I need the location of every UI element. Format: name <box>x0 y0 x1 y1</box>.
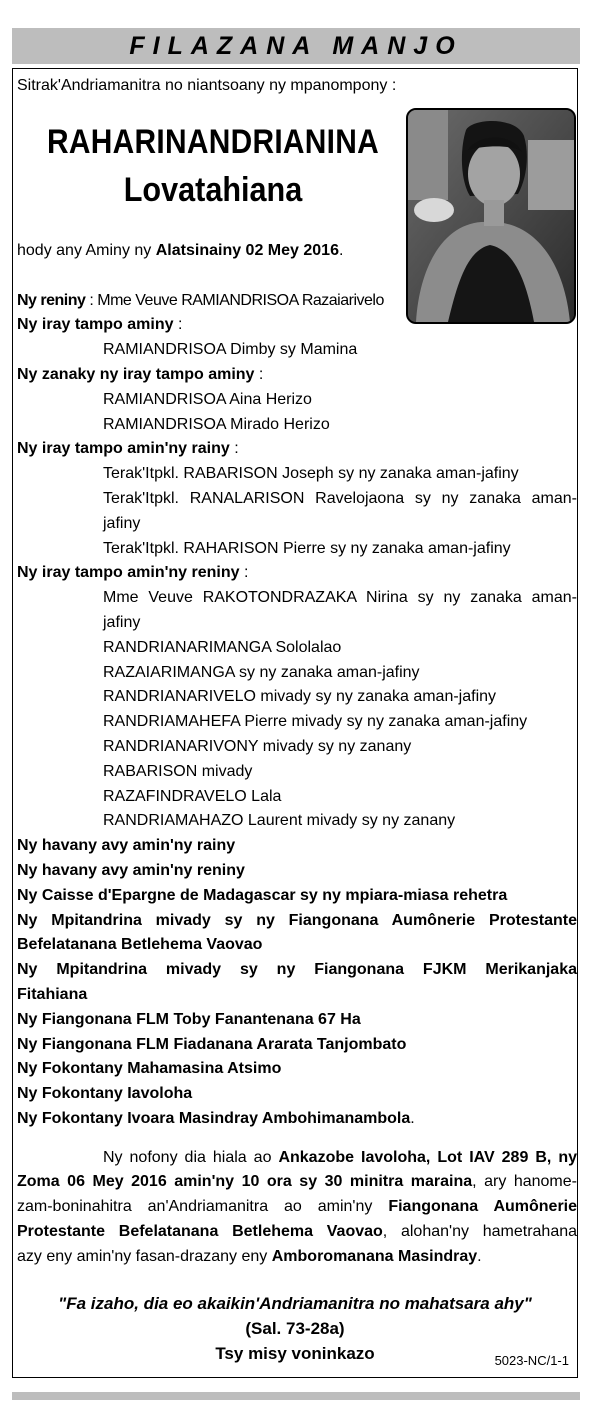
list-item: RANDRIANARIVONY mivady sy ny zanany <box>103 737 412 755</box>
funeral-line: azy eny amin'ny fasan-drazany eny Amboromanana Masindray. <box>17 1247 482 1265</box>
group-line: Befelatanana Betlehema Vaovao <box>17 936 263 954</box>
closing-block <box>13 1291 577 1366</box>
group-line: Ny Mpitandrina mivady sy ny Fiangonana Aumônerie Protestante <box>17 911 577 929</box>
obituary-frame <box>12 68 578 1378</box>
list-item: RANDRIANARIMANGA Sololalao <box>103 638 342 656</box>
deceased-surname: RAHARINANDRIANINA <box>47 123 379 161</box>
list-item: RABARISON mivady <box>103 762 253 780</box>
group-line: Ny Fokontany Iavoloha <box>17 1085 193 1103</box>
funeral-line: zam-boninahitra an'Andriamanitra ao amin'ny Fiangonana Aumônerie <box>17 1198 578 1216</box>
announcement-banner: FILAZANA MANJO <box>12 28 580 64</box>
deceased-given-name: Lovatahiana <box>123 171 303 209</box>
list-item: RAMIANDRISOA Aina Herizo <box>103 390 312 408</box>
list-item: Terak'Itpkl. RABARISON Joseph sy ny zanaka aman-jafiny <box>103 465 519 483</box>
funeral-line: Ny nofony dia hiala ao Ankazobe Iavoloha, Lot IAV 289 B, ny <box>103 1148 577 1166</box>
nephews-label: Ny zanaky ny iray tampo aminy <box>17 365 255 383</box>
group-line: Ny Fokontany Ivoara Masindray Ambohimanambola <box>17 1109 411 1127</box>
maternal-label: Ny iray tampo amin'ny reniny <box>17 564 240 582</box>
list-item: RANDRIAMAHAZO Laurent mivady sy ny zanany <box>103 812 456 830</box>
death-prefix: hody any Aminy ny <box>17 242 156 259</box>
group-line: Ny Fokontany Mahamasina Atsimo <box>17 1060 282 1078</box>
list-item: jafiny <box>103 613 141 631</box>
list-item: RAZAFINDRAVELO Lala <box>103 787 282 805</box>
group-line: Ny Caisse d'Epargne de Madagascar sy ny mpiara-miasa rehetra <box>17 886 508 904</box>
group-line: Ny Mpitandrina mivady sy ny Fiangonana FJKM Merikanjaka <box>17 961 577 979</box>
no-flowers-note: Tsy misy voninkazo <box>215 1344 375 1363</box>
mother-label: Ny reniny <box>17 291 86 309</box>
ad-reference: 5023-NC/1-1 <box>494 1353 569 1368</box>
group-line: Fitahiana <box>17 985 88 1003</box>
list-item: Mme Veuve RAKOTONDRAZAKA Nirina sy ny zanaka aman- <box>103 589 577 607</box>
obituary-body: hody any Aminy ny Alatsinainy 02 Mey 2016. Ny reniny : Mme Veuve RAMIANDRISOA Razaiarivelo Ny iray tampo aminy : RAMIANDRISOA Dimby sy Mamina Ny zanaky ny iray tampo aminy : RAMIANDRISOA Aina Herizo RAMIANDRISOA Mirado Herizo Ny iray tampo amin'ny rainy : Terak'Itpkl. RABARISON Joseph sy ny zanaka aman-jafiny Terak'Itpkl. RANALARISON Ravelojaona sy ny zanaka aman- jafiny Terak'Itpkl. RAHARISON Pierre sy ny zanaka aman-jafiny Ny iray tampo amin'ny reniny : Mme Veuve RAKOTONDRAZAKA Nirina sy ny zanaka aman- jafiny RANDRIANARIMANGA Sololalao RAZAIARIMANGA sy ny zanaka aman-jafiny RANDRIANARIVELO mivady sy ny zanaka aman-jafiny RANDRIAMAHEFA Pierre mivady sy ny zanaka aman-jafiny RANDRIANARIVONY mivady sy ny zanany RABARISON mivady RAZAFINDRAVELO Lala RANDRIAMAHAZO Laurent mivady sy ny zanany Ny havany avy amin'ny rainy Ny havany avy amin'ny reniny Ny Caisse d'Epargne de Madagascar sy ny mpiara-miasa rehetra Ny Mpitandrina mivady sy ny Fiangonana Aumônerie Protestante Befelatanana Betlehema Vaovao Ny Mpitandrina mivady sy ny Fiangonana FJKM Merikanjaka Fitahiana Ny Fiangonana FLM Toby Fanantenana 67 Ha Ny Fiangonana FLM Fiadanana Ararata Tanjombato Ny Fokontany Mahamasina Atsimo Ny Fokontany Iavoloha Ny Fokontany Ivoara Masindray Ambohimanambola. Ny nofony dia hiala ao Ankazobe Iavoloha, Lot IAV 289 B, ny Zoma 06 Mey 2016 amin'ny 10 ora sy 30 minitra maraina, ary hanome- zam-boninahitra an'Andriamanitra ao amin'ny Fiangonana Aumônerie Protestante Befelatanana Betlehema Vaovao, alohan'ny hametrahana azy eny amin'ny fasan-drazany eny Amboromanana Masindray. <box>17 239 577 1270</box>
bottom-divider <box>12 1392 580 1400</box>
group-line: Ny Fiangonana FLM Fiadanana Ararata Tanjombato <box>17 1035 407 1053</box>
death-date: Alatsinainy 02 Mey 2016 <box>155 242 339 259</box>
mother-name: : Mme Veuve RAMIANDRISOA Razaiarivelo <box>85 291 384 309</box>
list-item: jafiny <box>103 514 141 532</box>
list-item: RANDRIAMAHEFA Pierre mivady sy ny zanaka aman-jafiny <box>103 713 528 731</box>
list-item: Terak'Itpkl. RANALARISON Ravelojaona sy ny zanaka aman- <box>103 489 577 507</box>
siblings-label: Ny iray tampo aminy <box>17 316 174 334</box>
funeral-line: Protestante Befelatanana Betlehema Vaovao, alohan'ny hametrahana <box>17 1223 578 1241</box>
verse-reference: (Sal. 73-28a) <box>245 1319 345 1338</box>
group-line: Ny havany avy amin'ny rainy <box>17 837 236 855</box>
list-item: RAMIANDRISOA Dimby sy Mamina <box>103 341 358 359</box>
paternal-label: Ny iray tampo amin'ny rainy <box>17 440 230 458</box>
funeral-line: Zoma 06 Mey 2016 amin'ny 10 ora sy 30 minitra maraina, ary hanome- <box>17 1173 577 1191</box>
list-item: Terak'Itpkl. RAHARISON Pierre sy ny zanaka aman-jafiny <box>103 539 511 557</box>
intro-text: Sitrak'Andriamanitra no niantsoany ny mpanompony : <box>17 77 397 94</box>
group-line: Ny Fiangonana FLM Toby Fanantenana 67 Ha <box>17 1010 361 1028</box>
list-item: RAZAIARIMANGA sy ny zanaka aman-jafiny <box>103 663 420 681</box>
bible-verse: "Fa izaho, dia eo akaikin'Andriamanitra no mahatsara ahy" <box>58 1294 532 1313</box>
list-item: RANDRIANARIVELO mivady sy ny zanaka aman-jafiny <box>103 688 497 706</box>
list-item: RAMIANDRISOA Mirado Herizo <box>103 415 330 433</box>
group-line: Ny havany avy amin'ny reniny <box>17 861 245 879</box>
